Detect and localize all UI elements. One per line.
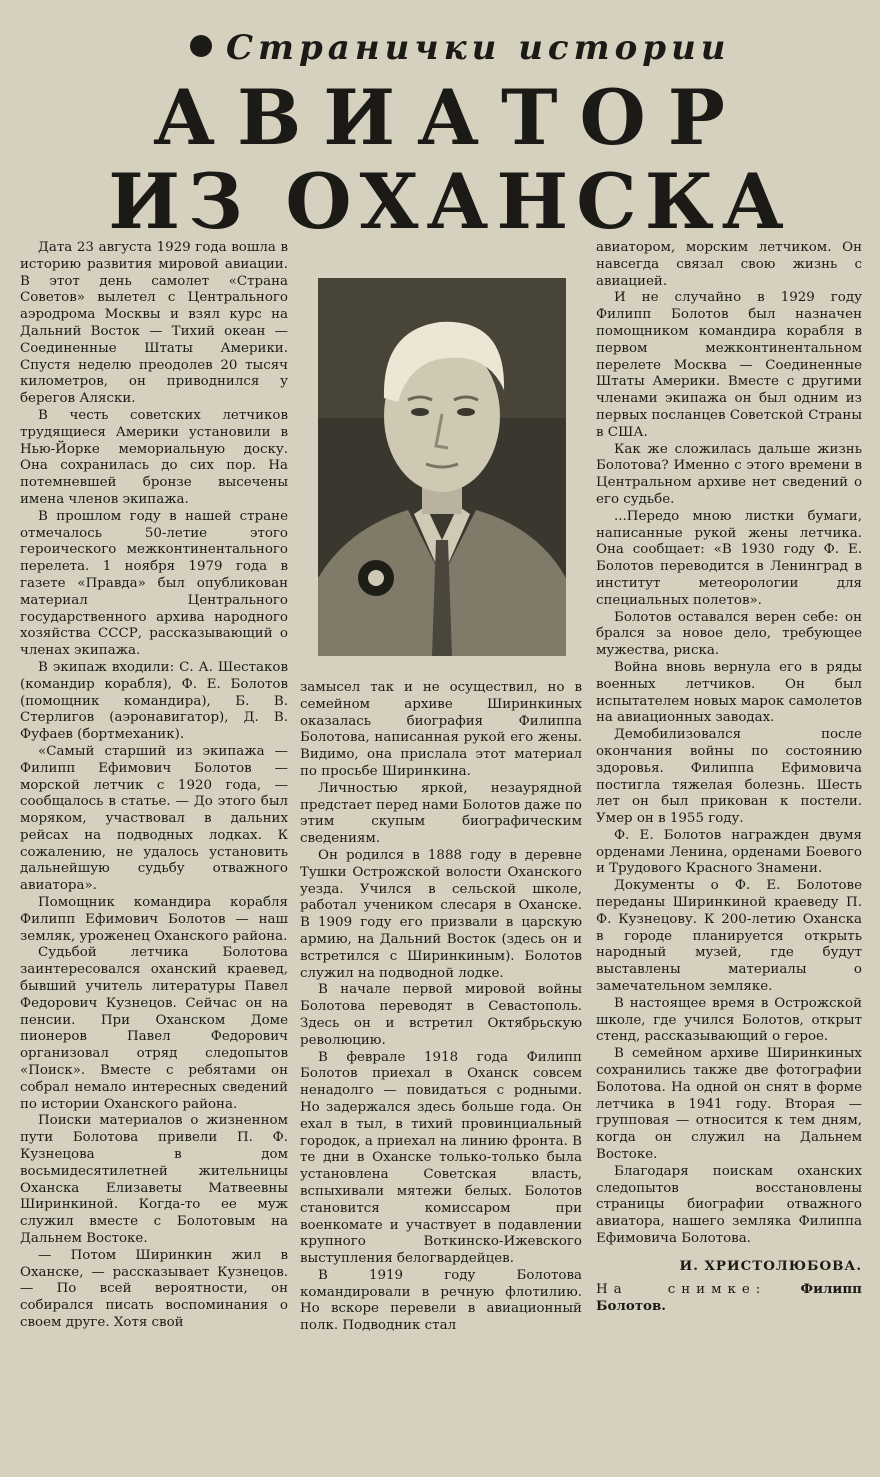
- headline-line-2: ИЗ ОХАНСКА: [108, 157, 792, 246]
- paragraph: Личностью яркой, незаурядной предстает перед нами Болотов даже по этим скупым биографическим сведениям.: [300, 780, 582, 847]
- paragraph: Болотов оставался верен себе: он брался за новое дело, требующее мужества, риска.: [596, 609, 862, 659]
- headline-line-1: АВИАТОР: [153, 73, 747, 162]
- paragraph: Он родился в 1888 году в деревне Тушки Острожской волости Оханского уезда. Учился в сельской школе, работал учеником слесаря в Оханске. В 1909 году его призвали в царскую армию, на Дальний Восток (здесь он и встретился с Ширинкиным). Болотов служил на подводной лодке.: [300, 847, 582, 981]
- paragraph: В прошлом году в нашей стране отмечалось 50-летие этого героического межконтинентального перелета. 1 ноября 1979 года в газете «Правда» был опубликован материал Центрального государственного архива народного хозяйства СССР, рассказывающий о членах экипажа.: [20, 508, 288, 659]
- paragraph: В начале первой мировой войны Болотова переводят в Севастополь. Здесь он и встретил Октябрьскую революцию.: [300, 982, 582, 1048]
- paragraph: замысел так и не осуществил, но в семейном архиве Ширинкиных оказалась биография Филиппа Болотова, написанная рукой его жены. Видимо, она прислала этот материал по просьбе Ширинкина.: [300, 680, 582, 779]
- paragraph: В экипаж входили: С. А. Шестаков (командир корабля), Ф. Е. Болотов (помощник командира), Б. В. Стерлигов (аэронавигатор), Д. В. Фуфаев (бортмеханик).: [20, 659, 288, 743]
- paragraph: Демобилизовался после окончания войны по состоянию здоровья. Филиппа Ефимовича постигла тяжелая болезнь. Шесть лет он был прикован к постели. Умер он в 1955 году.: [596, 727, 862, 827]
- paragraph: «Самый старший из экипажа — Филипп Ефимович Болотов — морской летчик с 1920 года, — сообщалось в статье. — До этого был моряком, участвовал в дальних рейсах на подводных лодках. К сожалению, не удалось установить дальнейшую судьбу отважного авиатора».: [20, 743, 288, 894]
- portrait-photo: [318, 278, 566, 656]
- paragraph: И не случайно в 1929 году Филипп Болотов был назначен помощником командира корабля в первом межконтинентальном перелете Москва — Соединенные Штаты Америки. Вместе с другими членами экипажа он был одним из первых посланцев Советской Страны в США.: [596, 290, 862, 440]
- article-column-3: [596, 240, 862, 1470]
- paragraph: В семейном архиве Ширинкиных сохранились также две фотографии Болотова. На одной он снят в форме летчика в 1941 году. Вторая — групповая — относится к тем дням, когда он служил на Дальнем Востоке.: [596, 1046, 862, 1163]
- paragraph: авиатором, морским летчиком. Он навсегда связал свою жизнь с авиацией.: [596, 240, 862, 289]
- article-column-1: [20, 240, 288, 1465]
- bullet-icon: [190, 35, 212, 57]
- photo-caption: [596, 1281, 862, 1317]
- paragraph: В 1919 году Болотова командировали в речную флотилию. Но вскоре перевели в авиационный полк. Подводник стал: [300, 1267, 582, 1334]
- paragraph: Судьбой летчика Болотова заинтересовался оханский краевед, бывший учитель литературы Павел Федорович Кузнецов. Сейчас он на пенсии. При Оханском Доме пионеров Павел Федорович организовал отряд следопытов «Поиск». Вместе с ребятами он собрал немало интересных сведений по истории Оханского района.: [20, 945, 288, 1112]
- paragraph: В честь советских летчиков трудящиеся Америки установили в Нью-Йорке мемориальную доску. Она сохранилась до сих пор. На потемневшей бронзе высечены имена членов экипажа.: [20, 407, 288, 507]
- paragraph: В настоящее время в Острожской школе, где учился Болотов, открыт стенд, рассказывающий о герое.: [596, 995, 862, 1045]
- portrait-illustration: [318, 278, 566, 656]
- rubric: [190, 26, 750, 70]
- author-signature: И. ХРИСТОЛЮБОВА.: [679, 1257, 862, 1274]
- article-column-2: [300, 680, 582, 1470]
- caption-name: Филипп Болотов.: [596, 1280, 862, 1315]
- paragraph: Война вновь вернула его в ряды военных летчиков. Он был испытателем новых марок самолетов на авиационных заводах.: [596, 659, 862, 726]
- paragraph: Поиски материалов о жизненном пути Болотова привели П. Ф. Кузнецова в дом восьмидесятилетней жительницы Оханска Елизаветы Матвеевны Ширинкиной. Когда-то ее муж служил вместе с Болотовым на Дальнем Востоке.: [20, 1113, 288, 1247]
- caption-prefix: На снимке:: [596, 1281, 767, 1297]
- paragraph: Как же сложилась дальше жизнь Болотова? Именно с этого времени в Центральном архиве нет сведений о его судьбе.: [596, 441, 862, 507]
- paragraph: ...Передо мною листки бумаги, написанные рукой жены летчика. Она сообщает: «В 1930 году Ф. Е. Болотов переводится в Ленинград в институт метеорологии для специальных полетов».: [596, 508, 862, 608]
- paragraph: Благодаря поискам оханских следопытов восстановлены страницы биографии отважного авиатора, нашего земляка Филиппа Ефимовича Болотова.: [596, 1163, 862, 1247]
- paragraph: В феврале 1918 года Филипп Болотов приехал в Оханск совсем ненадолго — повидаться с родными. Но задержался здесь больше года. Он ехал в тыл, в тихий провинциальный городок, а приехал на линию фронта. В те дни в Оханске только-только была установлена Советская власть, вспыхивали мятежи белых. Болотов становится комиссаром при военкомате и участвует в подавлении крупного Воткинско-Ижевского выступления белогвардейцев.: [300, 1049, 582, 1267]
- paragraph: Ф. Е. Болотов награжден двумя орденами Ленина, орденами Боевого и Трудового Красного Знамени.: [596, 827, 862, 877]
- paragraph: — Потом Ширинкин жил в Оханске, — рассказывает Кузнецов. — По всей вероятности, он собирался писать воспоминания о своем друге. Хотя свой: [20, 1247, 288, 1330]
- paragraph: Помощник командира корабля Филипп Ефимович Болотов — наш земляк, уроженец Оханского района.: [20, 895, 288, 944]
- paragraph: Документы о Ф. Е. Болотове переданы Ширинкиной краеведу П. Ф. Кузнецову. К 200-летию Оханска в городе планируется открыть народный музей, где будут выставлены материалы о замечательном земляке.: [596, 878, 862, 995]
- rubric-text: Странички истории: [226, 28, 731, 68]
- paragraph: Дата 23 августа 1929 года вошла в историю развития мировой авиации. В этот день самолет «Страна Советов» вылетел с Центрального аэродрома Москвы и взял курс на Дальний Восток — Тихий океан — Соединенные Штаты Америки. Спустя неделю преодолев 20 тысяч километров, он приводнился у берегов Аляски.: [20, 240, 288, 407]
